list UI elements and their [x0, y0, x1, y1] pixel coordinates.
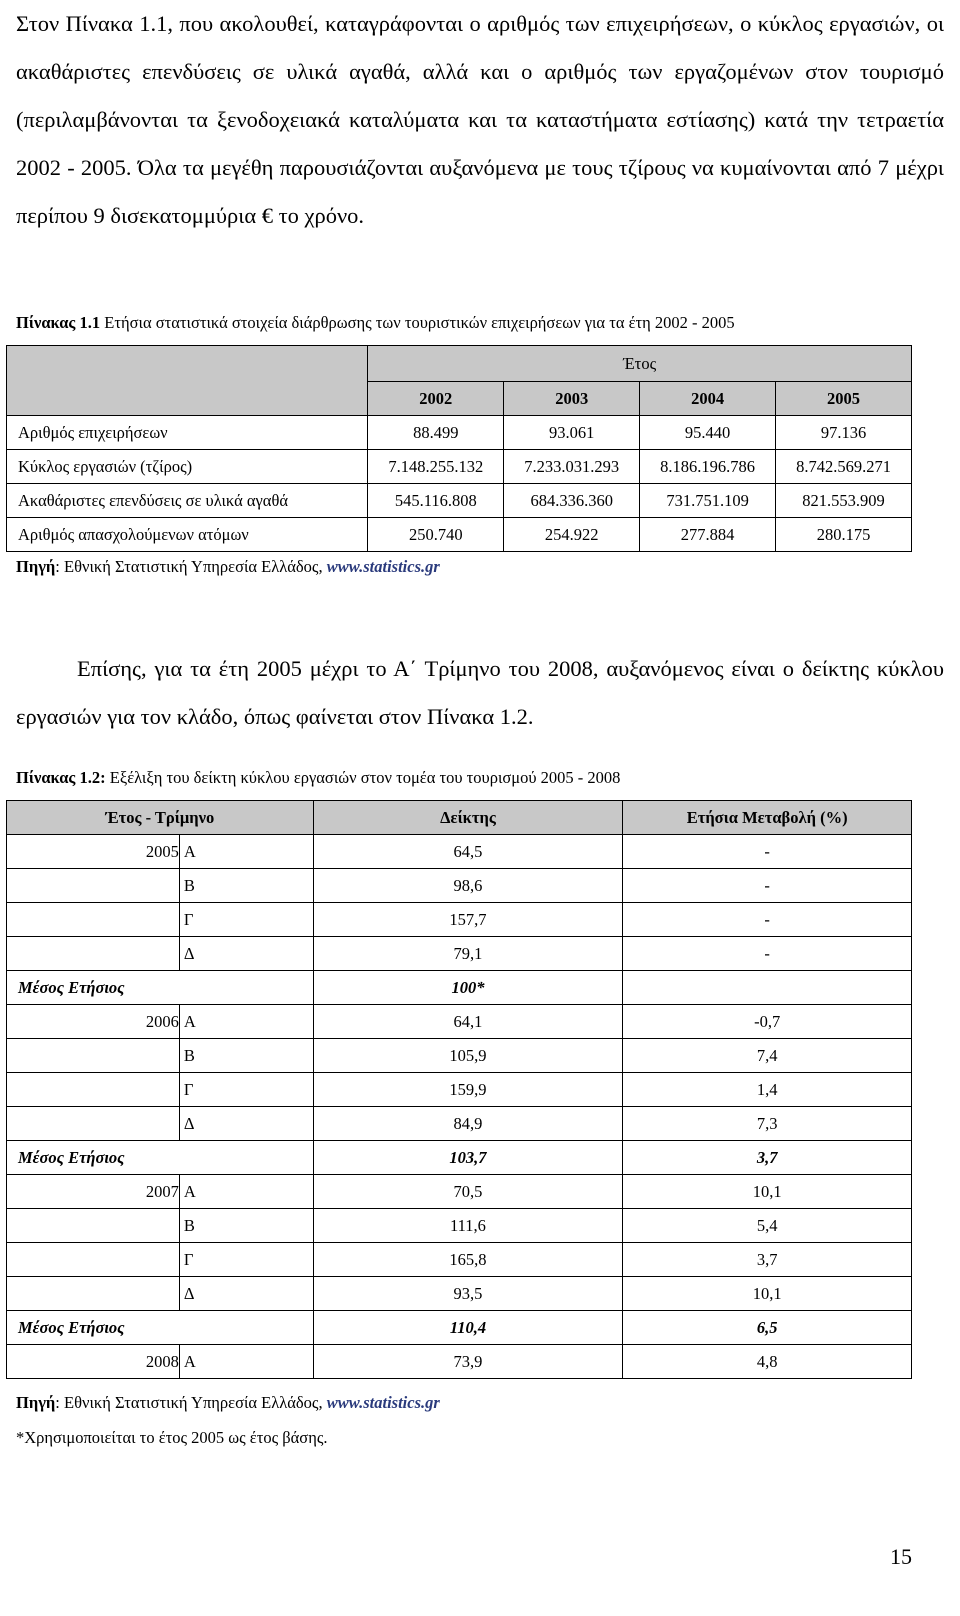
- table2-change-cell: [623, 971, 912, 1005]
- table1-value-cell: 93.061: [504, 416, 640, 450]
- table2-caption: [16, 768, 620, 788]
- table2-index-cell: 84,9: [313, 1107, 623, 1141]
- table2-change-cell: 7,3: [623, 1107, 912, 1141]
- table2-quarter-cell: Γ: [179, 903, 313, 937]
- table1-value-cell: 95.440: [640, 416, 776, 450]
- table2-quarter-cell: Β: [179, 1209, 313, 1243]
- table1-row: [7, 518, 912, 552]
- table2-index-cell: 100*: [313, 971, 623, 1005]
- table2-index-cell: 111,6: [313, 1209, 623, 1243]
- table2-caption-label: Πίνακας 1.2:: [16, 768, 106, 787]
- table1-value-cell: 545.116.808: [368, 484, 504, 518]
- table2-year-cell: [7, 937, 180, 971]
- table2-index-cell: 105,9: [313, 1039, 623, 1073]
- table2-change-cell: -: [623, 869, 912, 903]
- table1-value-cell: 7.233.031.293: [504, 450, 640, 484]
- table2-quarter-cell: Α: [179, 1005, 313, 1039]
- table2-average-label: Μέσος Ετήσιος: [7, 1311, 314, 1345]
- table2-quarter-row: [7, 1073, 912, 1107]
- table1-row: [7, 484, 912, 518]
- table1-year-cell: 2005: [776, 382, 912, 416]
- intro-paragraph: Στον Πίνακα 1.1, που ακολουθεί, καταγράφονται ο αριθμός των επιχειρήσεων, ο κύκλος εργασιών, οι ακαθάριστες επενδύσεις σε υλικά αγαθά, αλλά και ο αριθμός των εργαζομένων στον τουρισμό (περιλαμβάνονται τα ξενοδοχειακά καταλύματα και τα καταστήματα εστίασης) κατά την τετραετία 2002 - 2005. Όλα τα μεγέθη παρουσιάζονται αυξανόμενα με τους τζίρους να κυμαίνονται από 7 μέχρι περίπου 9 δισεκατομμύρια € το χρόνο.: [16, 11, 944, 228]
- table1-value-cell: 97.136: [776, 416, 912, 450]
- table2-quarter-row: [7, 1277, 912, 1311]
- table2-header-index: Δείκτης: [313, 801, 623, 835]
- table1-value-cell: 250.740: [368, 518, 504, 552]
- table2-index-cell: 159,9: [313, 1073, 623, 1107]
- table2-quarter-cell: Δ: [179, 937, 313, 971]
- table1-row-label: Ακαθάριστες επενδύσεις σε υλικά αγαθά: [7, 484, 368, 518]
- table2-quarter-row: [7, 1345, 912, 1379]
- table1-row-label: Αριθμός απασχολούμενων ατόμων: [7, 518, 368, 552]
- table2-index-cell: 93,5: [313, 1277, 623, 1311]
- table2-change-cell: 10,1: [623, 1277, 912, 1311]
- table2-quarter-row: [7, 1209, 912, 1243]
- table1-row-label: Κύκλος εργασιών (τζίρος): [7, 450, 368, 484]
- table2-annual-average-row: [7, 1311, 912, 1345]
- table2-index-cell: 98,6: [313, 869, 623, 903]
- table2-year-cell: 2008: [7, 1345, 180, 1379]
- table2-quarter-row: [7, 1175, 912, 1209]
- table2-change-cell: 6,5: [623, 1311, 912, 1345]
- table2-change-cell: 3,7: [623, 1243, 912, 1277]
- table2-year-cell: [7, 1277, 180, 1311]
- table2-index-cell: 79,1: [313, 937, 623, 971]
- table1-year-cell: 2002: [368, 382, 504, 416]
- table2-quarter-cell: Γ: [179, 1073, 313, 1107]
- table2-year-cell: [7, 1243, 180, 1277]
- table1-value-cell: 7.148.255.132: [368, 450, 504, 484]
- table2-quarter-cell: Β: [179, 1039, 313, 1073]
- table2-quarter-row: [7, 937, 912, 971]
- table2-index-cell: 103,7: [313, 1141, 623, 1175]
- table2-source-text: : Εθνική Στατιστική Υπηρεσία Ελλάδος,: [55, 1393, 327, 1412]
- table2-source: [16, 1393, 440, 1413]
- table2-change-cell: 7,4: [623, 1039, 912, 1073]
- table1-header-row-year: [7, 346, 912, 382]
- table2-year-cell: [7, 869, 180, 903]
- table2-index-cell: 157,7: [313, 903, 623, 937]
- table2-quarter-cell: Β: [179, 869, 313, 903]
- table2-change-cell: 1,4: [623, 1073, 912, 1107]
- table2-change-cell: 10,1: [623, 1175, 912, 1209]
- table2-year-cell: [7, 1039, 180, 1073]
- table2-quarter-cell: Α: [179, 1175, 313, 1209]
- table1-row: [7, 450, 912, 484]
- table1-caption-text: Ετήσια στατιστικά στοιχεία διάρθρωσης των τουριστικών επιχειρήσεων για τα έτη 2002 - 2005: [100, 313, 735, 332]
- table2-quarter-cell: Δ: [179, 1107, 313, 1141]
- page-number: 15: [890, 1544, 912, 1569]
- table2-quarter-row: [7, 1243, 912, 1277]
- table1-value-cell: 821.553.909: [776, 484, 912, 518]
- table2-caption-text: Εξέλιξη του δείκτη κύκλου εργασιών στον τομέα του τουρισμού 2005 - 2008: [105, 768, 621, 787]
- table1-value-cell: 280.175: [776, 518, 912, 552]
- table1-value-cell: 277.884: [640, 518, 776, 552]
- table2-index-cell: 70,5: [313, 1175, 623, 1209]
- table2-index-cell: 64,1: [313, 1005, 623, 1039]
- turnover-index-table: [6, 800, 912, 1379]
- table1-source: [16, 557, 440, 577]
- table1-value-cell: 731.751.109: [640, 484, 776, 518]
- table2-year-cell: 2007: [7, 1175, 180, 1209]
- table1-value-cell: 254.922: [504, 518, 640, 552]
- table2-change-cell: -0,7: [623, 1005, 912, 1039]
- table2-quarter-row: [7, 1107, 912, 1141]
- table2-index-cell: 165,8: [313, 1243, 623, 1277]
- table1-source-text: : Εθνική Στατιστική Υπηρεσία Ελλάδος,: [55, 557, 327, 576]
- table2-average-label: Μέσος Ετήσιος: [7, 1141, 314, 1175]
- table2-quarter-row: [7, 903, 912, 937]
- table2-change-cell: -: [623, 903, 912, 937]
- table2-index-cell: 110,4: [313, 1311, 623, 1345]
- table1-caption: [16, 313, 735, 333]
- table1-value-cell: 8.742.569.271: [776, 450, 912, 484]
- table2-year-cell: 2006: [7, 1005, 180, 1039]
- table2-quarter-cell: Α: [179, 835, 313, 869]
- table2-quarter-row: [7, 1039, 912, 1073]
- table2-header-change: Ετήσια Μεταβολή (%): [623, 801, 912, 835]
- table1-source-link[interactable]: www.statistics.gr: [326, 557, 440, 576]
- business-statistics-table: [6, 345, 912, 552]
- table2-year-cell: 2005: [7, 835, 180, 869]
- table2-change-cell: 4,8: [623, 1345, 912, 1379]
- table2-quarter-cell: Δ: [179, 1277, 313, 1311]
- table2-change-cell: 5,4: [623, 1209, 912, 1243]
- table2-average-label: Μέσος Ετήσιος: [7, 971, 314, 1005]
- table1-year-cell: 2003: [504, 382, 640, 416]
- table2-annual-average-row: [7, 971, 912, 1005]
- middle-paragraph: Επίσης, για τα έτη 2005 μέχρι το Α΄ Τρίμηνο του 2008, αυξανόμενος είναι ο δείκτης κύκλου εργασιών για τον κλάδο, όπως φαίνεται στον Πίνακα 1.2.: [16, 656, 944, 729]
- table1-year-cell: 2004: [640, 382, 776, 416]
- table2-year-cell: [7, 1209, 180, 1243]
- table2-quarter-row: [7, 835, 912, 869]
- table2-change-cell: 3,7: [623, 1141, 912, 1175]
- table1-row: [7, 416, 912, 450]
- table2-year-cell: [7, 1073, 180, 1107]
- table1-header-blank: [7, 346, 368, 416]
- table2-change-cell: -: [623, 937, 912, 971]
- table2-change-cell: -: [623, 835, 912, 869]
- table1-source-label: Πηγή: [16, 557, 56, 576]
- table1-row-label: Αριθμός επιχειρήσεων: [7, 416, 368, 450]
- table2-index-cell: 73,9: [313, 1345, 623, 1379]
- table2-year-cell: [7, 903, 180, 937]
- table1-value-cell: 8.186.196.786: [640, 450, 776, 484]
- table2-header-row: [7, 801, 912, 835]
- table1-year-header: Έτος: [368, 346, 912, 382]
- table2-index-cell: 64,5: [313, 835, 623, 869]
- table2-source-link[interactable]: www.statistics.gr: [326, 1393, 440, 1412]
- table1-caption-label: Πίνακας 1.1: [16, 313, 101, 332]
- table2-quarter-cell: Γ: [179, 1243, 313, 1277]
- table2-source-label: Πηγή: [16, 1393, 56, 1412]
- table1-value-cell: 684.336.360: [504, 484, 640, 518]
- table2-year-cell: [7, 1107, 180, 1141]
- table2-quarter-row: [7, 1005, 912, 1039]
- table2-header-period: Έτος - Τρίμηνο: [7, 801, 314, 835]
- table2-footnote: *Χρησιμοποιείται το έτος 2005 ως έτος βάσης.: [16, 1428, 328, 1447]
- table1-value-cell: 88.499: [368, 416, 504, 450]
- table2-quarter-cell: Α: [179, 1345, 313, 1379]
- table2-annual-average-row: [7, 1141, 912, 1175]
- table2-quarter-row: [7, 869, 912, 903]
